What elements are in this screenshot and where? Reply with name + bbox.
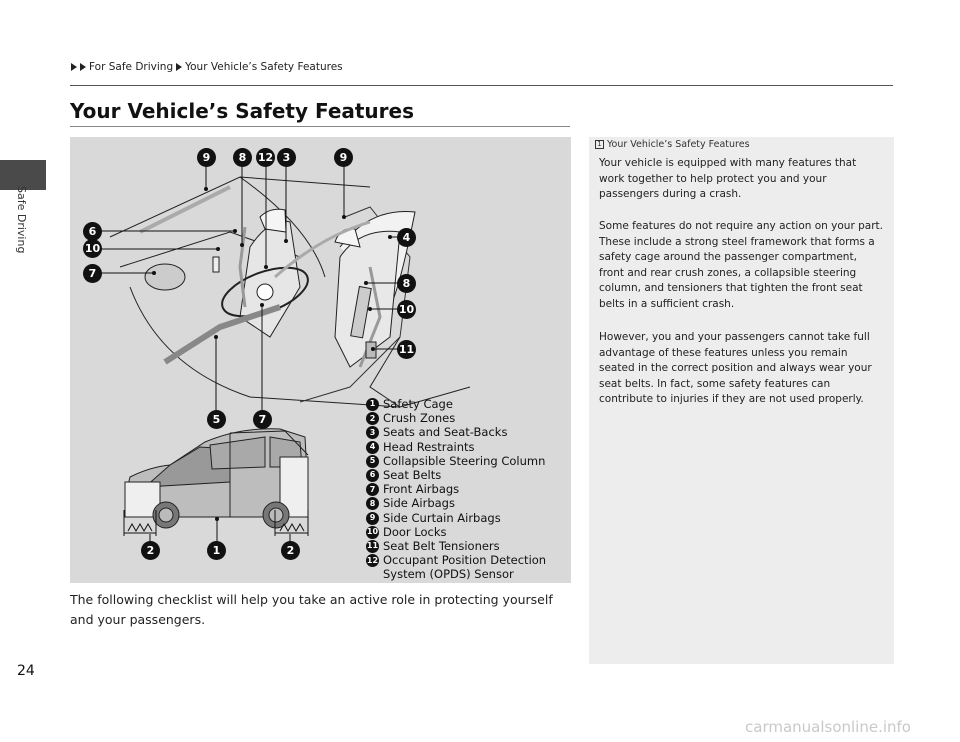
breadcrumb-item[interactable]: For Safe Driving — [89, 61, 174, 73]
legend-item — [366, 511, 553, 525]
note-paragraph: However, you and your passengers cannot take full advantage of these features unless you remain seated in the correct position and always wear your seat belts. In fact, some safety features can contribute to injuries if they are not used properly. — [599, 331, 872, 405]
legend-number: 1 — [366, 398, 379, 411]
legend-item — [366, 440, 553, 454]
callout-badge: 8 — [397, 274, 416, 293]
legend-label: Seat Belts — [383, 468, 442, 483]
legend-item — [366, 397, 553, 411]
body-paragraph: The following checklist will help you take an active role in protecting yourself and your passengers. — [70, 592, 553, 627]
callout-badge: 5 — [207, 410, 226, 429]
legend-label: Seats and Seat-Backs — [383, 425, 508, 440]
page-title: Your Vehicle’s Safety Features — [70, 99, 415, 123]
legend-number: 8 — [366, 497, 379, 510]
legend-label: Door Locks — [383, 524, 447, 539]
legend-number: 7 — [366, 483, 379, 496]
legend-number: 5 — [366, 455, 379, 468]
callout-badge: 12 — [256, 148, 275, 167]
legend-label: Safety Cage — [383, 397, 453, 411]
watermark-text: carmanualsonline.info — [745, 718, 911, 736]
note-title — [595, 139, 750, 150]
note-marker: 1 — [595, 140, 604, 149]
legend-label: Occupant Position Detection System (OPDS) Sensor — [383, 553, 547, 582]
side-note — [589, 137, 894, 664]
callout-badge: 7 — [83, 264, 102, 283]
note-paragraph: Some features do not require any action on your part. These include a strong steel framework that forms a safety cage around the passenger compartment, front and rear crush zones, a collapsible steering column, and tensioners that tighten the front seat belts in a sufficient crash. — [599, 220, 883, 310]
callout-badge: 11 — [397, 340, 416, 359]
breadcrumb-item[interactable]: Your Vehicle’s Safety Features — [185, 61, 343, 73]
section-label: Safe Driving — [15, 186, 28, 254]
callout-badge: 2 — [141, 541, 160, 560]
legend-item — [366, 525, 553, 539]
callout-badge: 10 — [83, 239, 102, 258]
legend-item — [366, 411, 553, 425]
header-divider — [70, 85, 893, 86]
callout-badge: 1 — [207, 541, 226, 560]
callout-badge: 9 — [334, 148, 353, 167]
legend-item — [366, 553, 553, 581]
page-number: 24 — [17, 663, 35, 679]
features-legend — [366, 397, 553, 582]
legend-item — [366, 539, 553, 553]
callout-badge: 9 — [197, 148, 216, 167]
legend-number: 11 — [366, 540, 379, 553]
callout-badge: 10 — [397, 300, 416, 319]
breadcrumb-arrow-icon — [176, 63, 182, 71]
note-title-text: Your Vehicle’s Safety Features — [607, 139, 750, 150]
legend-item — [366, 454, 553, 468]
callout-badge: 7 — [253, 410, 272, 429]
legend-label: Head Restraints — [383, 439, 475, 454]
legend-number: 9 — [366, 512, 379, 525]
legend-item — [366, 496, 553, 510]
title-divider — [70, 126, 570, 127]
callout-badge: 8 — [233, 148, 252, 167]
callout-badge: 3 — [277, 148, 296, 167]
note-paragraph: Your vehicle is equipped with many features that work together to help protect you and your passengers during a crash. — [599, 157, 857, 200]
safety-features-figure — [70, 137, 571, 583]
breadcrumb-arrow-icon — [71, 63, 77, 71]
legend-number: 2 — [366, 412, 379, 425]
legend-number: 6 — [366, 469, 379, 482]
callout-badge: 6 — [83, 222, 102, 241]
callout-badge: 4 — [397, 228, 416, 247]
breadcrumb — [71, 61, 343, 73]
legend-number: 10 — [366, 526, 379, 539]
legend-number: 3 — [366, 426, 379, 439]
legend-label: Crush Zones — [383, 411, 456, 426]
legend-label: Side Airbags — [383, 496, 455, 511]
legend-label: Front Airbags — [383, 482, 460, 497]
breadcrumb-arrow-icon — [80, 63, 86, 71]
callout-badge: 2 — [281, 541, 300, 560]
legend-item — [366, 468, 553, 482]
legend-label: Side Curtain Airbags — [383, 510, 501, 525]
legend-number: 12 — [366, 554, 379, 567]
legend-label: Seat Belt Tensioners — [383, 539, 500, 554]
legend-item — [366, 425, 553, 439]
legend-item — [366, 482, 553, 496]
legend-number: 4 — [366, 441, 379, 454]
legend-label: Collapsible Steering Column — [383, 453, 546, 468]
